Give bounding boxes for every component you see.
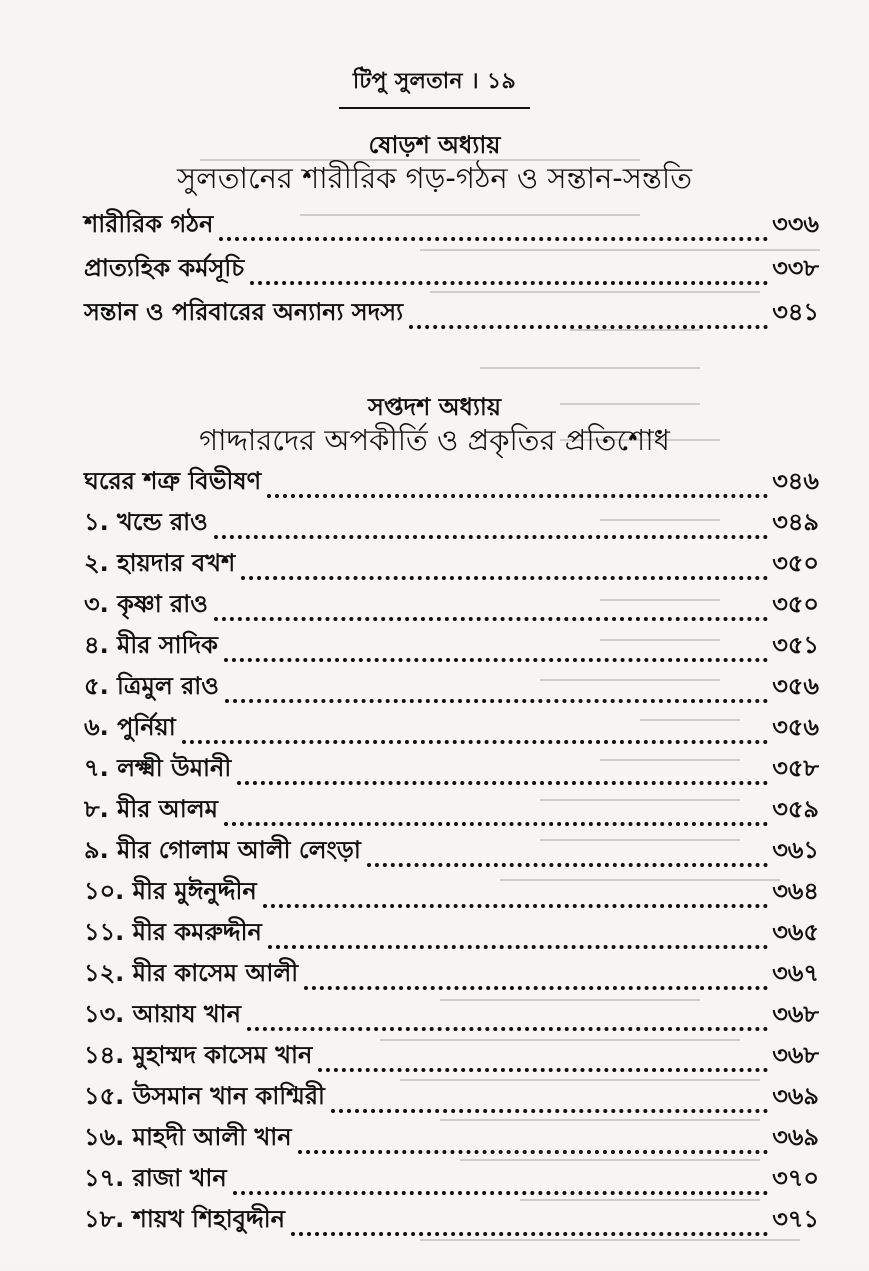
toc-entry-title: ৯. মীর গোলাম আলী লেংড়া — [84, 836, 361, 864]
dot-leader — [237, 780, 768, 785]
toc-entry-title: ৫. ত্রিমুল রাও — [84, 672, 219, 700]
toc-entry[interactable] — [84, 790, 819, 831]
toc-entry[interactable] — [84, 913, 819, 954]
dot-leader — [250, 280, 768, 285]
toc-entry-page: ৩৪১ — [772, 298, 819, 326]
toc-entry[interactable] — [84, 290, 819, 334]
toc-entry[interactable] — [84, 872, 819, 913]
toc-entry[interactable] — [84, 1077, 819, 1118]
toc-entry-page: ৩৪৬ — [772, 467, 819, 495]
toc-entry[interactable] — [84, 462, 819, 503]
toc-entry-title: ৩. কৃষ্ণা রাও — [84, 590, 208, 618]
dot-leader — [267, 493, 768, 498]
toc-entry[interactable] — [84, 544, 819, 585]
toc-entry-title: ঘরের শত্রু বিভীষণ — [84, 467, 262, 495]
toc-entry-title: সন্তান ও পরিবারের অন্যান্য সদস্য — [84, 298, 404, 326]
dot-leader — [247, 1026, 768, 1031]
toc-entry-title: ১৩. আয়ায খান — [84, 1000, 241, 1028]
toc-entry-title: ১৬. মাহদী আলী খান — [84, 1123, 292, 1151]
dot-leader — [224, 657, 768, 662]
dot-leader — [304, 985, 768, 990]
toc-entry-title: ৬. পুর্নিয়া — [84, 713, 176, 741]
toc-entry[interactable] — [84, 1159, 819, 1200]
dot-leader — [409, 324, 768, 329]
toc-entry[interactable] — [84, 995, 819, 1036]
dot-leader — [182, 739, 769, 744]
toc-entry-page: ৩৬৯ — [772, 1082, 819, 1110]
chapter-17-label: সপ্তদশ অধ্যায় — [367, 393, 502, 421]
toc-entry-title: ১২. মীর কাসেম আলী — [84, 959, 299, 987]
toc-entry-page: ৩৫১ — [772, 631, 819, 659]
toc-entry-title: ৪. মীর সাদিক — [84, 631, 218, 659]
toc-entry[interactable] — [84, 708, 819, 749]
toc-entry-page: ৩৭১ — [772, 1205, 819, 1233]
toc-entry-page: ৩৫০ — [772, 549, 819, 577]
toc-entry[interactable] — [84, 246, 819, 290]
toc-entry[interactable] — [84, 749, 819, 790]
toc-entry-title: ১৮. শায়খ শিহাবুদ্দীন — [84, 1205, 285, 1233]
dot-leader — [331, 1108, 768, 1113]
toc-entry-title: ১. খন্ডে রাও — [84, 508, 208, 536]
running-header — [0, 64, 869, 109]
toc-entry-page: ৩৫৬ — [772, 672, 819, 700]
chapter-16-heading — [0, 130, 869, 196]
toc-entry-title: ৮. মীর আলম — [84, 795, 219, 823]
toc-entry-title: ১০. মীর মুঈনুদ্দীন — [84, 877, 257, 905]
chapter-17-title: গাদ্দারদের অপকীর্তি ও প্রকৃতির প্রতিশোধ — [199, 423, 670, 457]
toc-entry[interactable] — [84, 1036, 819, 1077]
dot-leader — [263, 903, 769, 908]
chapter-16-title: সুলতানের শারীরিক গড়-গঠন ও সন্তান-সন্ততি — [177, 161, 692, 195]
toc-entry-title: প্রাত্যহিক কর্মসূচি — [84, 254, 245, 282]
toc-entry-page: ৩৬৯ — [772, 1123, 819, 1151]
toc-entry[interactable] — [84, 626, 819, 667]
toc-entry-page: ৩৫৮ — [772, 754, 819, 782]
running-title: টিপু সুলতান । ১৯ — [339, 64, 530, 109]
chapter-16-toc — [84, 202, 819, 334]
toc-entry[interactable] — [84, 202, 819, 246]
toc-entry-page: ৩৩৮ — [772, 254, 819, 282]
dot-leader — [214, 616, 768, 621]
toc-entry[interactable] — [84, 1200, 819, 1241]
dot-leader — [318, 1067, 768, 1072]
toc-entry[interactable] — [84, 503, 819, 544]
toc-entry-page: ৩৫৯ — [772, 795, 819, 823]
toc-entry-page: ৩৬৮ — [772, 1000, 819, 1028]
dot-leader — [219, 236, 768, 241]
dot-leader — [241, 575, 768, 580]
toc-entry-page: ৩৭০ — [772, 1164, 819, 1192]
toc-entry[interactable] — [84, 1118, 819, 1159]
toc-entry-title: শারীরিক গঠন — [84, 210, 214, 238]
dot-leader — [224, 821, 768, 826]
toc-entry-title: ১৫. উসমান খান কাশ্মিরী — [84, 1082, 325, 1110]
toc-entry[interactable] — [84, 585, 819, 626]
dot-leader — [268, 944, 768, 949]
dot-leader — [214, 534, 768, 539]
toc-entry-page: ৩৬৫ — [772, 918, 819, 946]
toc-entry-page: ৩৬১ — [772, 836, 819, 864]
toc-entry-page: ৩৬৮ — [772, 1041, 819, 1069]
toc-entry-title: ২. হায়দার বখশ — [84, 549, 236, 577]
toc-entry[interactable] — [84, 667, 819, 708]
toc-entry-title: ১৭. রাজা খান — [84, 1164, 227, 1192]
chapter-16-label: ষোড়শ অধ্যায় — [368, 131, 501, 159]
toc-entry-page: ৩৫০ — [772, 590, 819, 618]
toc-entry-title: ১১. মীর কমরুদ্দীন — [84, 918, 262, 946]
chapter-17-heading — [0, 392, 869, 458]
toc-entry-page: ৩৪৯ — [772, 508, 819, 536]
dot-leader — [298, 1149, 769, 1154]
dot-leader — [367, 862, 768, 867]
toc-entry-page: ৩৫৬ — [772, 713, 819, 741]
dot-leader — [233, 1190, 769, 1195]
toc-entry-title: ১৪. মুহাম্মদ কাসেম খান — [84, 1041, 313, 1069]
chapter-17-toc — [84, 462, 819, 1241]
dot-leader — [225, 698, 768, 703]
dot-leader — [291, 1231, 768, 1236]
toc-entry[interactable] — [84, 831, 819, 872]
toc-entry-page: ৩৬৭ — [772, 959, 819, 987]
toc-entry-page: ৩৩৬ — [772, 210, 819, 238]
toc-entry-title: ৭. লক্ষ্মী উমানী — [84, 754, 232, 782]
toc-entry[interactable] — [84, 954, 819, 995]
toc-entry-page: ৩৬৪ — [772, 877, 819, 905]
